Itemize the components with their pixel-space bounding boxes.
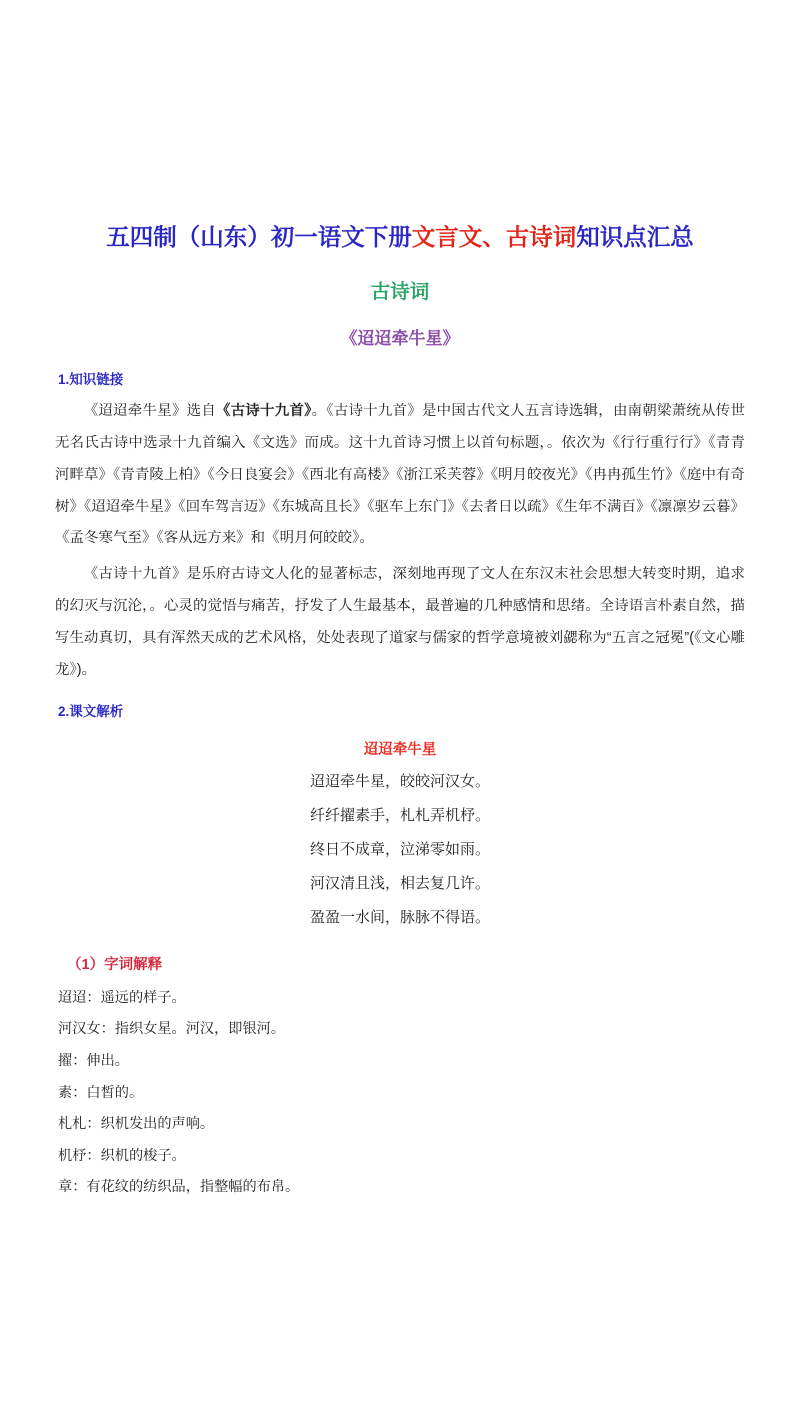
heading-knowledge-link: 1.知识链接 <box>58 371 124 387</box>
glossary-item: 素：白皙的。 <box>58 1084 144 1101</box>
poem-line: 终日不成章，泣涕零如雨。 <box>309 841 490 858</box>
page-title <box>55 222 745 254</box>
page-title-part-1: 五四制（山东）初一语文下册 <box>106 224 412 250</box>
glossary-item: 章：有花纹的纺织品，指整幅的布帛。 <box>58 1179 300 1196</box>
glossary-item: 札札：织机发出的声响。 <box>58 1116 215 1133</box>
paragraph-rest-text: 。《古诗十九首》是中国古代文人五言诗选辑，由南朝梁萧统从传世无名氏古诗中选录十九首编入《文选》而成。这十九首诗习惯上以首句标题，。依次为《行行重行行》《青青河畔草》《青青陵上柏》《今日良宴会》《西北有高楼》《浙江采芙蓉》《明月皎夜光》《冉冉孤生竹》《庭中有奇树》《迢迢牵牛星》《回车驾言迈》《东城高且长》《驱车上东门》《去者日以疏》《生年不满百》《凛凛岁云暮》《孟冬寒气至》《客从远方来》和《明月何皎皎》。 <box>55 402 745 547</box>
poem-title: 迢迢牵牛星 <box>363 742 437 759</box>
glossary-item: 擢：伸出。 <box>58 1053 129 1069</box>
page-title-part-2: 文言文、古诗词 <box>411 224 577 250</box>
page-title-part-3: 知识点汇总 <box>576 224 694 250</box>
paragraph-source-intro <box>55 396 745 556</box>
glossary-item: 河汉女：指织女星。河汉，即银河。 <box>58 1021 286 1038</box>
poem-line: 迢迢牵牛星，皎皎河汉女。 <box>309 773 490 791</box>
top-spacer <box>55 0 745 222</box>
paragraph-significance: 《古诗十九首》是乐府古诗文人化的显著标志，深刻地再现了文人在东汉末社会思想大转变时期，追求的幻灭与沉沦，。心灵的觉悟与痛苦，抒发了人生最基本，最普遍的几种感情和思绪。全诗语言朴素自然，描写生动真切，具有浑然天成的艺术风格，处处表现了道家与儒家的哲学意境被刘勰称为“五言之冠冕”(《文心雕龙》)。 <box>55 566 745 679</box>
paragraph-bold-title: 《古诗十九首》 <box>216 402 312 419</box>
poem-line: 盈盈一水间，脉脉不得语。 <box>309 908 490 926</box>
poem-block <box>55 736 745 934</box>
section-title-gushici: 古诗词 <box>370 280 430 303</box>
glossary-item: 迢迢：遥远的样子。 <box>58 989 186 1006</box>
glossary-list <box>55 983 745 1204</box>
heading-text-analysis: 2.课文解析 <box>58 704 124 720</box>
poem-heading-tiaotiao: 《迢迢牵牛星》 <box>340 328 460 348</box>
poem-line: 河汉清且浅，相去复几许。 <box>309 874 490 892</box>
heading-word-glossary: （1）字词解释 <box>67 956 163 973</box>
glossary-item: 机杼：织机的梭子。 <box>58 1147 186 1164</box>
poem-line: 纤纤擢素手，札札弄机杼。 <box>309 807 490 825</box>
paragraph-lead-text: 《迢迢牵牛星》选自 <box>83 402 217 419</box>
